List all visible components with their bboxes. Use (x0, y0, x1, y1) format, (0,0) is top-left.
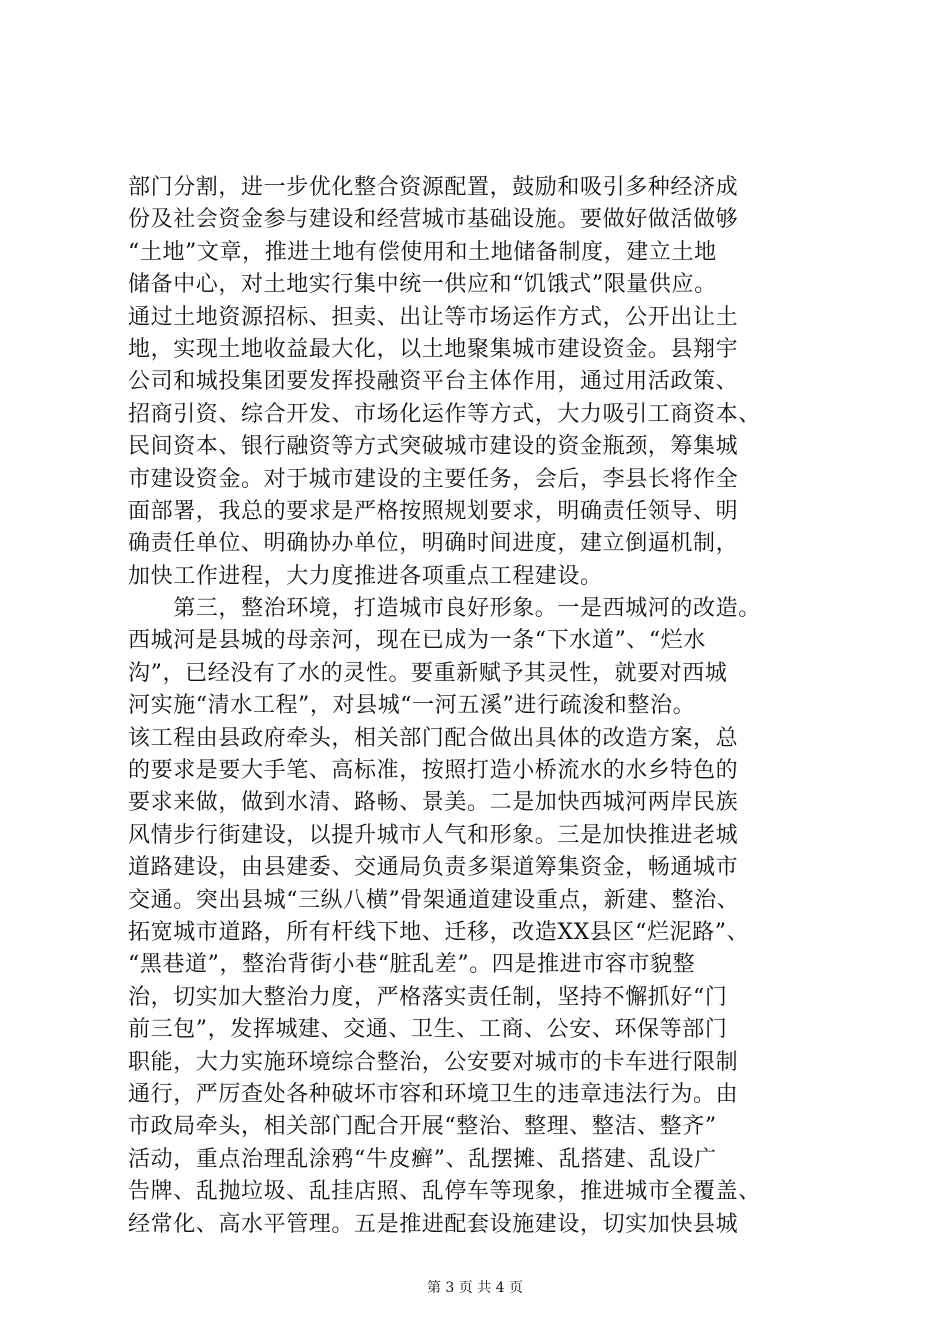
text-line: 交通。突出县城“三纵八横”骨架通道建设重点，新建、整治、 (128, 887, 740, 913)
text-line: 前三包”，发挥城建、交通、卫生、工商、公安、环保等部门 (128, 1017, 728, 1043)
text-line: 河实施“清水工程”，对县城“一河五溪”进行疏浚和整治。 (128, 693, 696, 719)
text-line: 该工程由县政府牵头，相关部门配合做出具体的改造方案，总 (128, 725, 739, 751)
text-line: 告牌、乱抛垃圾、乱挂店照、乱停车等现象，推进城市全覆盖、 (128, 1179, 761, 1205)
text-line: 市政局牵头，相关部门配合开展“整治、整理、整洁、整齐” (128, 1114, 717, 1140)
text-line: 面部署，我总的要求是严格按照规划要求，明确责任领导、明 (128, 498, 739, 524)
text-line: 职能，大力实施环境综合整治，公安要对城市的卡车进行限制 (128, 1049, 739, 1075)
text-line: 储备中心，对土地实行集中统一供应和“饥饿式”限量供应。 (128, 272, 717, 298)
text-line: 市建设资金。对于城市建设的主要任务，会后，李县长将作全 (128, 466, 739, 492)
page-number-footer: 第 3 页 共 4 页 (426, 1280, 524, 1296)
text-line: 沟”，已经没有了水的灵性。要重新赋予其灵性，就要对西城 (128, 660, 728, 686)
text-line: 拓宽城市道路，所有杆线下地、迁移，改造XX县区“烂泥路”、 (128, 919, 750, 945)
paragraph-start-line: 第三，整治环境，打造城市良好形象。一是西城河的改造。 (128, 596, 761, 622)
text-line: 招商引资、综合开发、市场化运作等方式，大力吸引工商资本、 (128, 401, 761, 427)
text-line: 风情步行街建设，以提升城市人气和形象。三是加快推进老城 (128, 822, 739, 848)
text-line: 确责任单位、明确协办单位，明确时间进度，建立倒逼机制， (128, 531, 739, 557)
text-line: 民间资本、银行融资等方式突破城市建设的资金瓶颈，筹集城 (128, 434, 739, 460)
text-line: 通过土地资源招标、担卖、出让等市场运作方式，公开出让土 (128, 304, 739, 330)
text-line: 活动，重点治理乱涂鸦“牛皮癣”、乱摆摊、乱搭建、乱设广 (128, 1146, 717, 1172)
text-line: 份及社会资金参与建设和经营城市基础设施。要做好做活做够 (128, 207, 739, 233)
text-line: 西城河是县城的母亲河，现在已成为一条“下水道”、“烂水 (128, 628, 706, 654)
text-line: 通行，严厉查处各种破坏市容和环境卫生的违章违法行为。由 (128, 1081, 739, 1107)
text-line: “土地”文章，推进土地有偿使用和土地储备制度，建立土地 (128, 239, 717, 265)
text-line: “黑巷道”，整治背街小巷“脏乱差”。四是推进市容市貌整 (128, 952, 696, 978)
text-line: 部门分割，进一步优化整合资源配置，鼓励和吸引多种经济成 (128, 175, 739, 200)
text-line: 道路建设，由县建委、交通局负责多渠道筹集资金，畅通城市 (128, 855, 739, 881)
text-line: 要求来做，做到水清、路畅、景美。二是加快西城河两岸民族 (128, 790, 739, 816)
text-line: 加快工作进程，大力度推进各项重点工程建设。 (128, 563, 603, 589)
text-line: 公司和城投集团要发挥投融资平台主体作用，通过用活政策、 (128, 369, 739, 395)
text-line: 治，切实加大整治力度，严格落实责任制，坚持不懈抓好“门 (128, 984, 728, 1010)
text-line: 地，实现土地收益最大化，以土地聚集城市建设资金。县翔宇 (128, 336, 739, 362)
text-line: 经常化、高水平管理。五是推进配套设施建设，切实加快县城 (128, 1211, 739, 1237)
document-body (128, 172, 833, 1241)
text-line: 的要求是要大手笔、高标准，按照打造小桥流水的水乡特色的 (128, 758, 739, 784)
